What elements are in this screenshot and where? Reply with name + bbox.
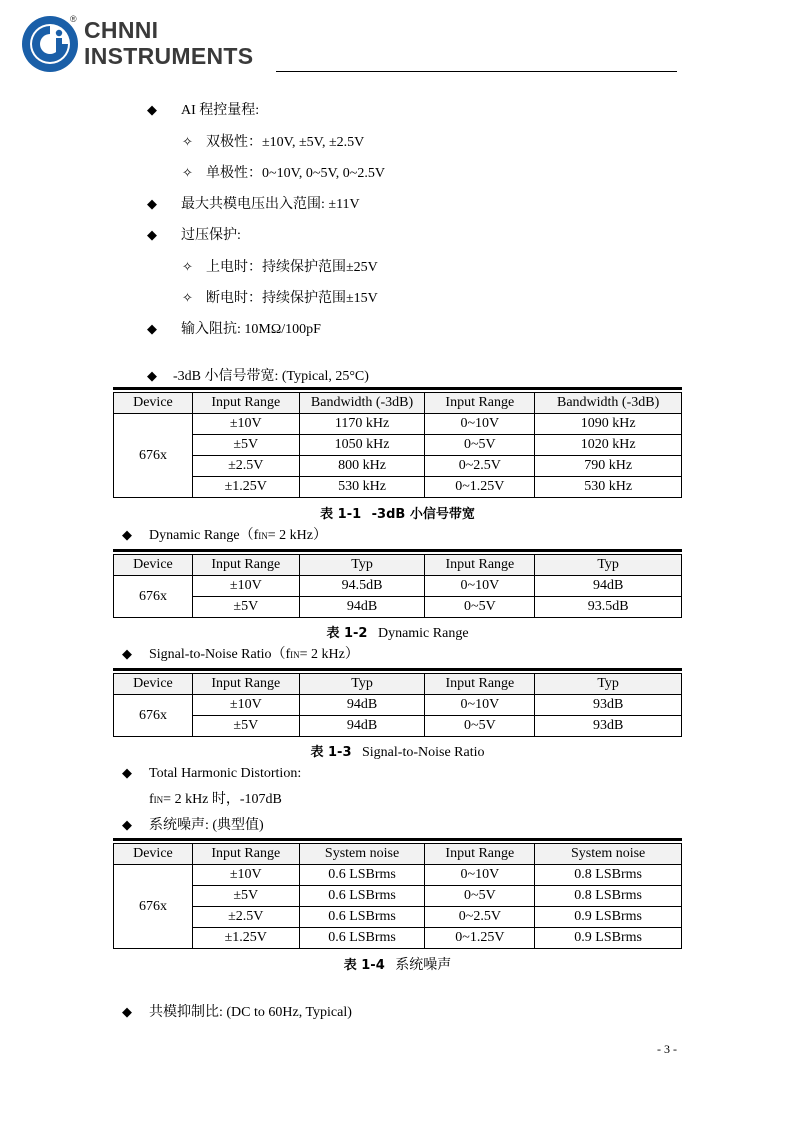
table-cell: 0~5V (425, 435, 535, 456)
table-cell: 94.5dB (299, 576, 425, 597)
column-header: Input Range (192, 555, 299, 576)
table-cell: 0~10V (425, 695, 535, 716)
title-text: = 2 kHz） (299, 647, 359, 662)
table-cell: 790 kHz (535, 456, 682, 477)
column-header: Input Range (425, 393, 535, 414)
unipolar-ranges: 单极性：0~10V, 0~5V, 0~2.5V (206, 166, 385, 181)
table-cell: 0~5V (425, 886, 535, 907)
column-header: Input Range (425, 844, 535, 865)
table-cell: ±2.5V (192, 456, 299, 477)
sub-bullet-icon: ✧ (182, 260, 193, 275)
table-top-rule (113, 387, 682, 390)
table-cell: 0.9 LSBrms (535, 907, 682, 928)
table-row (114, 716, 682, 737)
table-cell: 94dB (535, 576, 682, 597)
table-cell: 0~10V (425, 414, 535, 435)
table-cell: 1020 kHz (535, 435, 682, 456)
ai-range-title: AI 程控量程: (181, 103, 260, 118)
device-cell: 676x (114, 695, 193, 737)
bullet-icon: ◆ (122, 1005, 132, 1020)
snr-table (113, 673, 682, 737)
table-cell: 800 kHz (299, 456, 425, 477)
table-cell: 0.8 LSBrms (535, 865, 682, 886)
table-row (114, 928, 682, 949)
bandwidth-table (113, 392, 682, 498)
table-cell: ±5V (192, 886, 299, 907)
table-cell: ±2.5V (192, 907, 299, 928)
bullet-icon: ◆ (147, 228, 157, 243)
column-header: Typ (535, 674, 682, 695)
bullet-icon: ◆ (147, 369, 157, 384)
power-on-protection: 上电时：持续保护范围±25V (206, 260, 378, 275)
column-header: Bandwidth (-3dB) (535, 393, 682, 414)
system-noise-title: 系统噪声: (典型值) (149, 818, 264, 833)
table-cell: 0~10V (425, 865, 535, 886)
column-header: Device (114, 674, 193, 695)
column-header: Typ (299, 674, 425, 695)
table-cell: 0.6 LSBrms (299, 928, 425, 949)
table-caption (113, 741, 682, 761)
caption-label: 表 1-1 (320, 507, 362, 522)
table-row (114, 907, 682, 928)
overvoltage-title: 过压保护: (181, 228, 241, 243)
subscript: IN (153, 795, 164, 805)
column-header: Device (114, 393, 193, 414)
table-row (114, 597, 682, 618)
bullet-icon: ◆ (122, 647, 132, 662)
table-cell: 0~5V (425, 597, 535, 618)
thd-title: Total Harmonic Distortion: (149, 766, 302, 781)
bipolar-ranges: 双极性：±10V, ±5V, ±2.5V (206, 135, 365, 150)
table-cell: 94dB (299, 695, 425, 716)
table-cell: 0~2.5V (425, 907, 535, 928)
column-header: Input Range (192, 393, 299, 414)
brand-line-1: CHNNI (84, 17, 159, 43)
bullet-icon: ◆ (122, 818, 132, 833)
column-header: System noise (535, 844, 682, 865)
registered-mark: ® (70, 14, 77, 24)
table-row (114, 865, 682, 886)
bandwidth-title: -3dB 小信号带宽: (Typical, 25°C) (173, 369, 369, 384)
table-caption (113, 503, 682, 523)
system-noise-table (113, 843, 682, 949)
table-header-row (114, 555, 682, 576)
table-row (114, 695, 682, 716)
table-cell: 0~5V (425, 716, 535, 737)
device-cell: 676x (114, 414, 193, 498)
device-cell: 676x (114, 865, 193, 949)
table-cell: 93dB (535, 695, 682, 716)
value-text: = 2 kHz 时，-107dB (163, 792, 282, 807)
column-header: System noise (299, 844, 425, 865)
column-header: Typ (299, 555, 425, 576)
table-row (114, 886, 682, 907)
title-text: Signal-to-Noise Ratio（f (149, 647, 291, 662)
max-common-mode: 最大共模电压出入范围: ±11V (181, 197, 360, 212)
table-caption (113, 622, 682, 642)
title-text: Dynamic Range（f (149, 528, 259, 543)
header-rule (276, 71, 677, 72)
sub-bullet-icon: ✧ (182, 135, 193, 150)
table-cell: 1170 kHz (299, 414, 425, 435)
table-cell: 94dB (299, 597, 425, 618)
caption-text: Dynamic Range (377, 626, 469, 641)
caption-text: 系统噪声 (395, 958, 452, 973)
table-caption (113, 954, 682, 974)
cmrr-title: 共模抑制比: (DC to 60Hz, Typical) (149, 1005, 352, 1020)
value-text: f (149, 792, 154, 807)
table-cell: 93dB (535, 716, 682, 737)
subscript: IN (290, 650, 300, 660)
column-header: Bandwidth (-3dB) (299, 393, 425, 414)
table-top-rule (113, 668, 682, 671)
brand-name (84, 17, 253, 69)
table-cell: 0~1.25V (425, 477, 535, 498)
table-cell: 530 kHz (535, 477, 682, 498)
input-impedance: 输入阻抗: 10MΩ/100pF (181, 322, 321, 337)
table-cell: ±10V (192, 865, 299, 886)
table-cell: 0.8 LSBrms (535, 886, 682, 907)
table-cell: ±1.25V (192, 477, 299, 498)
table-header-row (114, 844, 682, 865)
table-cell: 0~10V (425, 576, 535, 597)
subscript: IN (258, 531, 268, 541)
table-cell: 0.9 LSBrms (535, 928, 682, 949)
table-cell: ±1.25V (192, 928, 299, 949)
column-header: Input Range (425, 674, 535, 695)
brand-line-2: INSTRUMENTS (84, 43, 254, 69)
table-cell: ±5V (192, 597, 299, 618)
table-cell: 1090 kHz (535, 414, 682, 435)
table-cell: 530 kHz (299, 477, 425, 498)
table-cell: ±10V (192, 695, 299, 716)
dynamic-range-table (113, 554, 682, 618)
caption-label: 表 1-3 (310, 745, 352, 760)
bullet-icon: ◆ (147, 197, 157, 212)
column-header: Device (114, 844, 193, 865)
bullet-icon: ◆ (147, 322, 157, 337)
table-cell: 0.6 LSBrms (299, 865, 425, 886)
table-cell: 0~1.25V (425, 928, 535, 949)
bullet-icon: ◆ (147, 103, 157, 118)
sub-bullet-icon: ✧ (182, 166, 193, 181)
column-header: Input Range (192, 844, 299, 865)
sub-bullet-icon: ✧ (182, 291, 193, 306)
bullet-icon: ◆ (122, 528, 132, 543)
caption-text: -3dB 小信号带宽 (371, 507, 475, 522)
table-cell: 0.6 LSBrms (299, 907, 425, 928)
table-cell: 0.6 LSBrms (299, 886, 425, 907)
table-row (114, 414, 682, 435)
power-off-protection: 断电时：持续保护范围±15V (206, 291, 378, 306)
page-number: - 3 - (657, 1042, 677, 1056)
table-cell: 0~2.5V (425, 456, 535, 477)
table-cell: ±10V (192, 414, 299, 435)
column-header: Input Range (192, 674, 299, 695)
table-top-rule (113, 549, 682, 552)
column-header: Device (114, 555, 193, 576)
table-header-row (114, 674, 682, 695)
caption-label: 表 1-2 (326, 626, 368, 641)
dynamic-range-title (149, 527, 327, 545)
table-cell: 1050 kHz (299, 435, 425, 456)
column-header: Input Range (425, 555, 535, 576)
bullet-icon: ◆ (122, 766, 132, 781)
table-cell: ±5V (192, 435, 299, 456)
caption-text: Signal-to-Noise Ratio (362, 745, 485, 760)
title-text: = 2 kHz） (267, 528, 327, 543)
table-row (114, 435, 682, 456)
thd-value (149, 791, 282, 809)
table-cell: 93.5dB (535, 597, 682, 618)
table-row (114, 477, 682, 498)
table-row (114, 576, 682, 597)
device-cell: 676x (114, 576, 193, 618)
table-cell: ±10V (192, 576, 299, 597)
column-header: Typ (535, 555, 682, 576)
caption-label: 表 1-4 (343, 958, 385, 973)
table-row (114, 456, 682, 477)
table-top-rule (113, 838, 682, 841)
table-header-row (114, 393, 682, 414)
table-cell: ±5V (192, 716, 299, 737)
snr-title (149, 646, 359, 664)
table-cell: 94dB (299, 716, 425, 737)
